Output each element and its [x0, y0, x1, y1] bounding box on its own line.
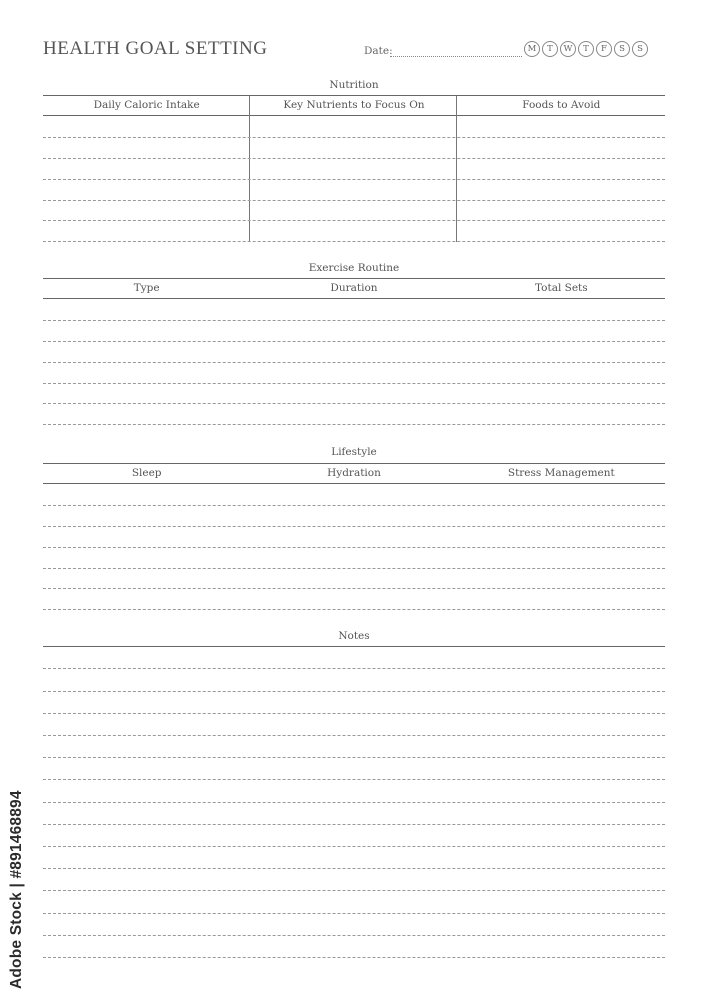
day-circle-sun[interactable]: S — [632, 41, 648, 57]
nutrition-title: Nutrition — [329, 79, 379, 91]
write-line[interactable] — [43, 846, 665, 847]
write-line[interactable] — [43, 158, 665, 159]
write-line[interactable] — [43, 935, 665, 936]
write-line[interactable] — [43, 320, 665, 321]
write-line[interactable] — [43, 713, 665, 714]
write-line[interactable] — [43, 913, 665, 914]
day-circle-wed[interactable]: W — [560, 41, 576, 57]
column-header-hydration: Hydration — [327, 467, 381, 479]
column-header-stress-management: Stress Management — [507, 467, 615, 479]
write-line[interactable] — [43, 957, 665, 958]
day-circle-fri[interactable]: F — [596, 41, 612, 57]
write-line[interactable] — [43, 200, 665, 201]
write-line[interactable] — [43, 824, 665, 825]
write-line[interactable] — [43, 179, 665, 180]
notes-title: Notes — [338, 630, 370, 642]
column-header-type: Type — [133, 282, 160, 294]
weekday-selector — [524, 41, 648, 57]
write-line[interactable] — [43, 403, 665, 404]
write-line[interactable] — [43, 588, 665, 589]
day-circle-sat[interactable]: S — [614, 41, 630, 57]
lifestyle-title: Lifestyle — [331, 446, 377, 458]
write-line[interactable] — [43, 547, 665, 548]
write-line[interactable] — [43, 735, 665, 736]
write-line[interactable] — [43, 691, 665, 692]
nutrition-header-row — [43, 96, 665, 116]
date-field[interactable] — [390, 56, 522, 57]
write-line[interactable] — [43, 568, 665, 569]
write-line[interactable] — [43, 757, 665, 758]
nutrition-table — [43, 95, 665, 242]
write-line[interactable] — [43, 241, 665, 242]
column-header-key-nutrients: Key Nutrients to Focus On — [283, 99, 425, 111]
exercise-title: Exercise Routine — [308, 262, 400, 274]
write-line[interactable] — [43, 779, 665, 780]
write-line[interactable] — [43, 505, 665, 506]
day-circle-mon[interactable]: M — [524, 41, 540, 57]
exercise-table — [43, 278, 665, 425]
column-header-total-sets: Total Sets — [534, 282, 588, 294]
day-circle-tue[interactable]: T — [542, 41, 558, 57]
lifestyle-table — [43, 463, 665, 610]
stock-watermark — [8, 754, 30, 989]
watermark-text: Adobe Stock | #891468894 — [8, 790, 25, 989]
column-header-sleep: Sleep — [131, 467, 162, 479]
write-line[interactable] — [43, 383, 665, 384]
column-header-foods-to-avoid: Foods to Avoid — [522, 99, 601, 111]
write-line[interactable] — [43, 890, 665, 891]
write-line[interactable] — [43, 668, 665, 669]
day-circle-thu[interactable]: T — [578, 41, 594, 57]
write-line[interactable] — [43, 424, 665, 425]
notes-area — [43, 646, 665, 961]
write-line[interactable] — [43, 609, 665, 610]
write-line[interactable] — [43, 868, 665, 869]
date-label: Date: — [364, 45, 393, 57]
exercise-header-row — [43, 279, 665, 299]
column-header-duration: Duration — [330, 282, 378, 294]
write-line[interactable] — [43, 137, 665, 138]
write-line[interactable] — [43, 220, 665, 221]
page-title: HEALTH GOAL SETTING — [43, 38, 268, 59]
write-line[interactable] — [43, 341, 665, 342]
lifestyle-header-row — [43, 464, 665, 484]
write-line[interactable] — [43, 526, 665, 527]
write-line[interactable] — [43, 362, 665, 363]
write-line[interactable] — [43, 802, 665, 803]
column-header-daily-caloric-intake: Daily Caloric Intake — [93, 99, 200, 111]
